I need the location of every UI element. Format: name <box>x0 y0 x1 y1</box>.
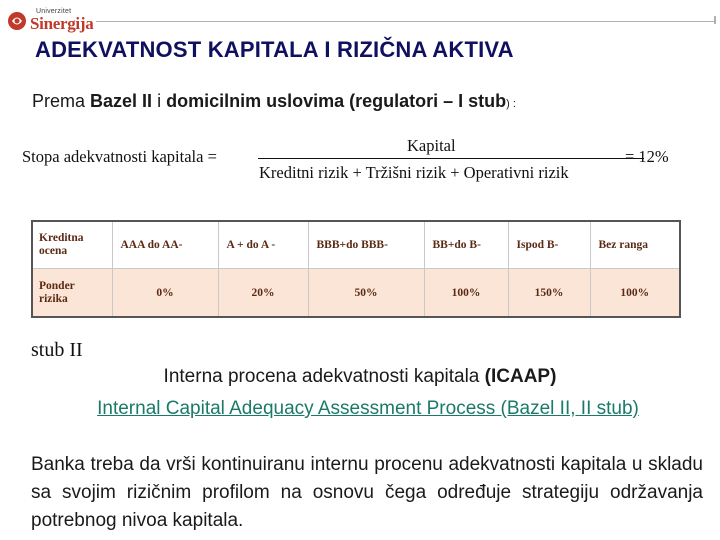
risk-weight-table <box>31 220 681 318</box>
icaap-link[interactable]: Internal Capital Adequacy Assessment Process (Bazel II, II stub) <box>97 398 639 419</box>
capital-adequacy-formula <box>22 135 702 187</box>
formula-lhs: Stopa adekvatnosti kapitala = <box>22 147 217 166</box>
intro-line <box>32 91 516 112</box>
fraction-bar <box>258 158 644 159</box>
icaap-text: Interna procena adekvatnosti kapitala <box>163 366 485 387</box>
header-divider-end <box>714 16 716 24</box>
intro-mid: i <box>152 91 167 111</box>
table-cell: 20% <box>218 269 308 318</box>
logo <box>6 6 94 34</box>
formula-numerator: Kapital <box>407 136 456 155</box>
logo-small-text: Univerzitet <box>36 8 72 15</box>
stub-heading: stub II <box>31 339 83 361</box>
table-cell: 50% <box>308 269 424 318</box>
table-cell: AAA do AA- <box>112 221 218 269</box>
table-cell: Ispod B- <box>508 221 590 269</box>
table-cell: 150% <box>508 269 590 318</box>
table-cell: 100% <box>590 269 680 318</box>
table-cell: BBB+do BBB- <box>308 221 424 269</box>
row-header-weight: Ponder rizika <box>32 269 112 318</box>
table-row-ratings <box>32 221 680 269</box>
intro-domicil: domicilnim uslovima <box>166 91 345 111</box>
logo-name: Sinergija <box>30 14 94 33</box>
table-cell: 0% <box>112 269 218 318</box>
table-cell: BB+do B- <box>424 221 508 269</box>
intro-bazel: Bazel II <box>90 91 153 111</box>
table-cell: A + do A - <box>218 221 308 269</box>
table-row-weights <box>32 269 680 318</box>
intro-tail: ) : <box>506 98 516 110</box>
icaap-line <box>0 366 720 388</box>
header-divider <box>96 21 714 22</box>
icaap-abbrev: (ICAAP) <box>484 366 557 387</box>
table-cell: Bez ranga <box>590 221 680 269</box>
row-header-rating: Kreditna ocena <box>32 221 112 269</box>
slide-title: ADEKVATNOST KAPITALA I RIZIČNA AKTIVA <box>35 37 514 62</box>
body-paragraph: Banka treba da vrši kontinuiranu internu procenu adekvatnosti kapitala u skladu sa svojim rizičnim profilom na osnovu čega određuje strategiju održavanja potrebnog nivoa kapitala. <box>31 454 703 531</box>
table-cell: 100% <box>424 269 508 318</box>
formula-rhs: = 12% <box>625 147 669 166</box>
intro-prefix: Prema <box>32 91 91 111</box>
logo-mark-icon <box>6 10 28 32</box>
intro-rest: (regulatori – I stub <box>344 91 507 111</box>
formula-denominator: Kreditni rizik + Tržišni rizik + Operativni rizik <box>259 163 569 182</box>
